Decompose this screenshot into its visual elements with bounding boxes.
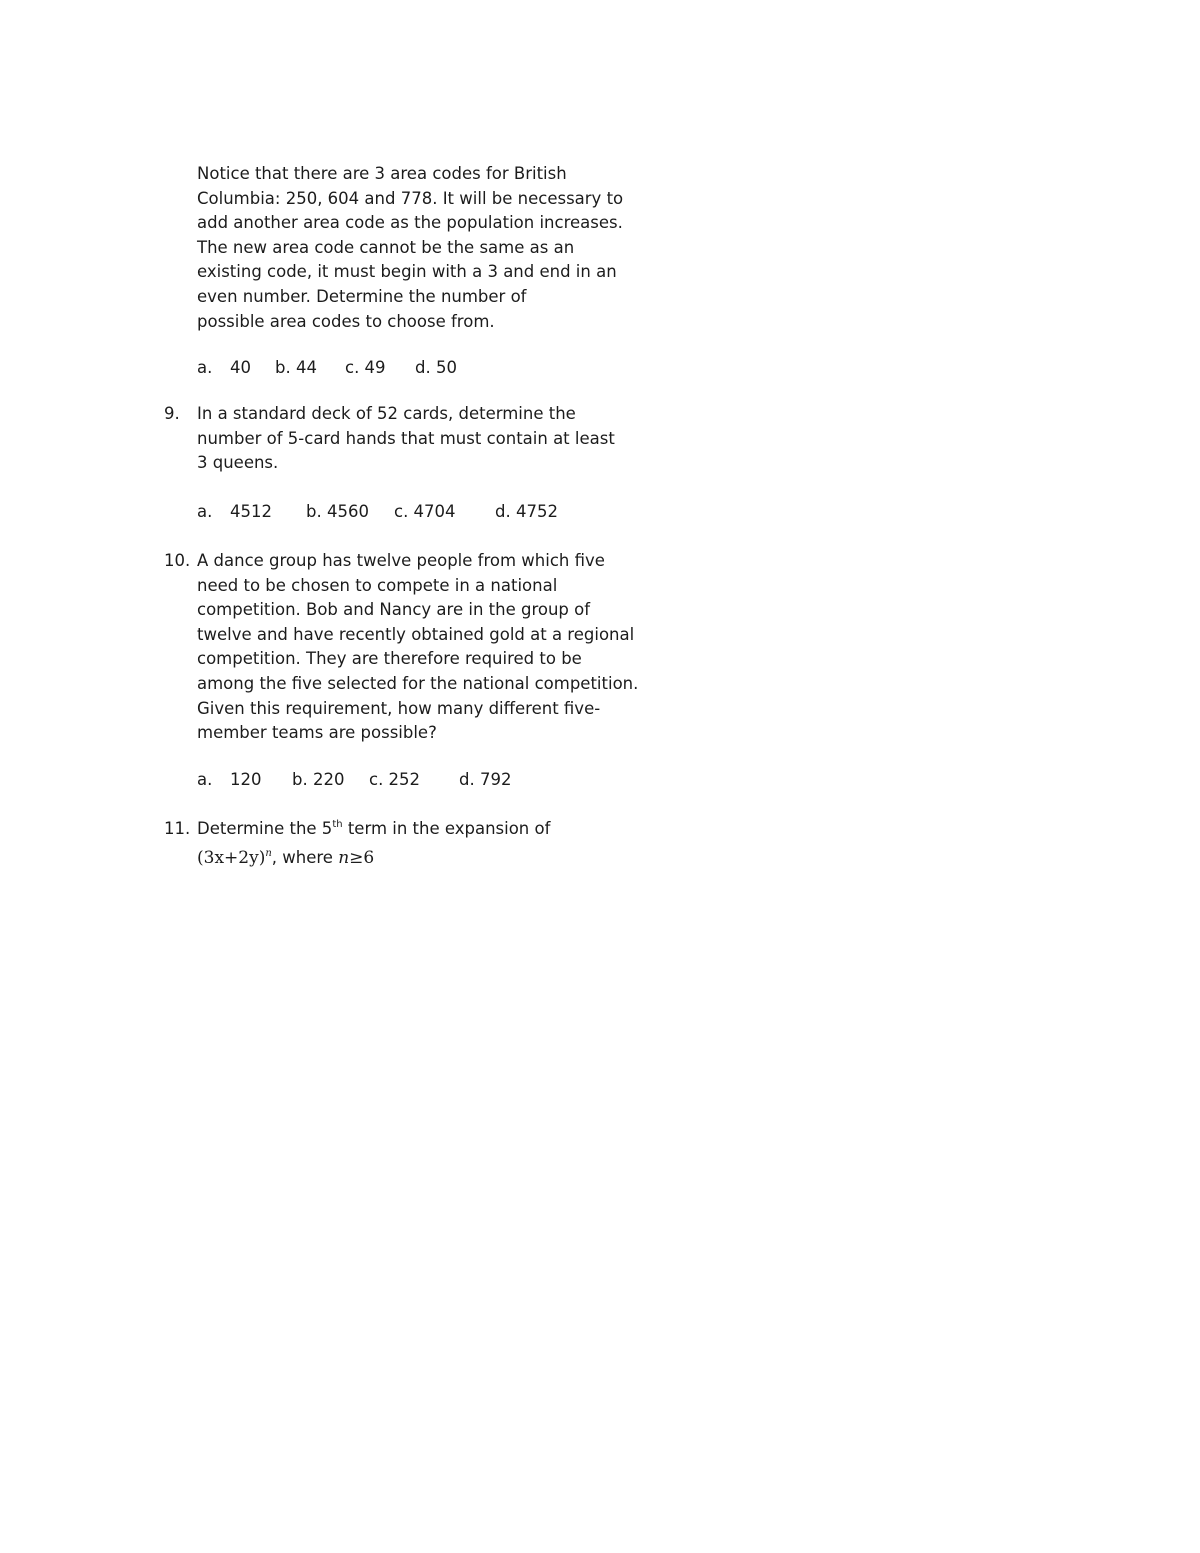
choice-b: b. 44 — [275, 358, 317, 377]
text-line: member teams are possible? — [197, 723, 437, 743]
choice-label: a. — [197, 502, 213, 521]
question-11-text — [197, 817, 647, 870]
question-number: 10. — [164, 551, 191, 570]
choice-b: b. 220 — [292, 770, 345, 789]
q11-text-end: term in the expansion of — [342, 819, 551, 838]
text-line: competition. Bob and Nancy are in the group of — [197, 600, 591, 620]
text-line: twelve and have recently obtained gold at a regional — [197, 624, 635, 644]
text-line — [197, 817, 647, 842]
text-line: competition. They are therefore required to be — [197, 649, 582, 669]
binomial-base: (3x+2y) — [197, 847, 266, 868]
text-line: Columbia: 250, 604 and 778. It will be necessary to — [197, 188, 624, 208]
question-9-choices — [0, 500, 1200, 524]
condition-expression — [338, 848, 374, 868]
ordinal-suffix: th — [332, 819, 343, 830]
question-number: 9. — [164, 404, 180, 423]
choice-label: a. — [197, 770, 213, 789]
text-line: possible area codes to choose from. — [197, 311, 495, 331]
text-line: The new area code cannot be the same as an — [197, 237, 575, 257]
text-line: In a standard deck of 52 cards, determine the — [197, 404, 576, 423]
choice-c: c. 49 — [345, 358, 386, 377]
choice-d: d. 50 — [415, 358, 457, 377]
text-line: even number. Determine the number of — [197, 286, 527, 306]
text-line: A dance group has twelve people from which five — [197, 551, 605, 570]
text-line: 3 queens. — [197, 453, 279, 473]
choice-d: d. 792 — [459, 770, 512, 789]
q11-text-start: Determine the 5 — [197, 819, 333, 838]
math-line — [197, 846, 647, 871]
choice-c: c. 4704 — [394, 502, 456, 521]
text-line: number of 5-card hands that must contain at least — [197, 428, 615, 448]
choice-value: 40 — [230, 358, 251, 377]
question-10-text — [197, 549, 647, 746]
intro-choices — [0, 356, 1200, 380]
choice-value: 120 — [230, 770, 262, 789]
binomial-exponent: n — [265, 847, 272, 859]
question-10-choices — [0, 768, 1200, 792]
text-line: Given this requirement, how many different five- — [197, 698, 601, 718]
question-number: 11. — [164, 819, 191, 838]
where-text: , where — [271, 847, 339, 867]
choice-b: b. 4560 — [306, 502, 369, 521]
text-line: Notice that there are 3 area codes for British — [197, 164, 567, 183]
binomial-expression — [197, 848, 272, 868]
text-line: need to be chosen to compete in a national — [197, 575, 558, 595]
choice-label: a. — [197, 358, 213, 377]
choice-d: d. 4752 — [495, 502, 558, 521]
text-line: add another area code as the population increases. — [197, 213, 623, 233]
choice-value: 4512 — [230, 502, 272, 521]
question-9-text — [197, 402, 647, 476]
intro-paragraph — [197, 162, 647, 334]
text-line: existing code, it must begin with a 3 and end in an — [197, 262, 617, 282]
choice-c: c. 252 — [369, 770, 421, 789]
condition-bound: ≥6 — [349, 847, 375, 868]
text-line: among the five selected for the national competition. — [197, 673, 639, 693]
condition-variable: n — [338, 847, 350, 868]
